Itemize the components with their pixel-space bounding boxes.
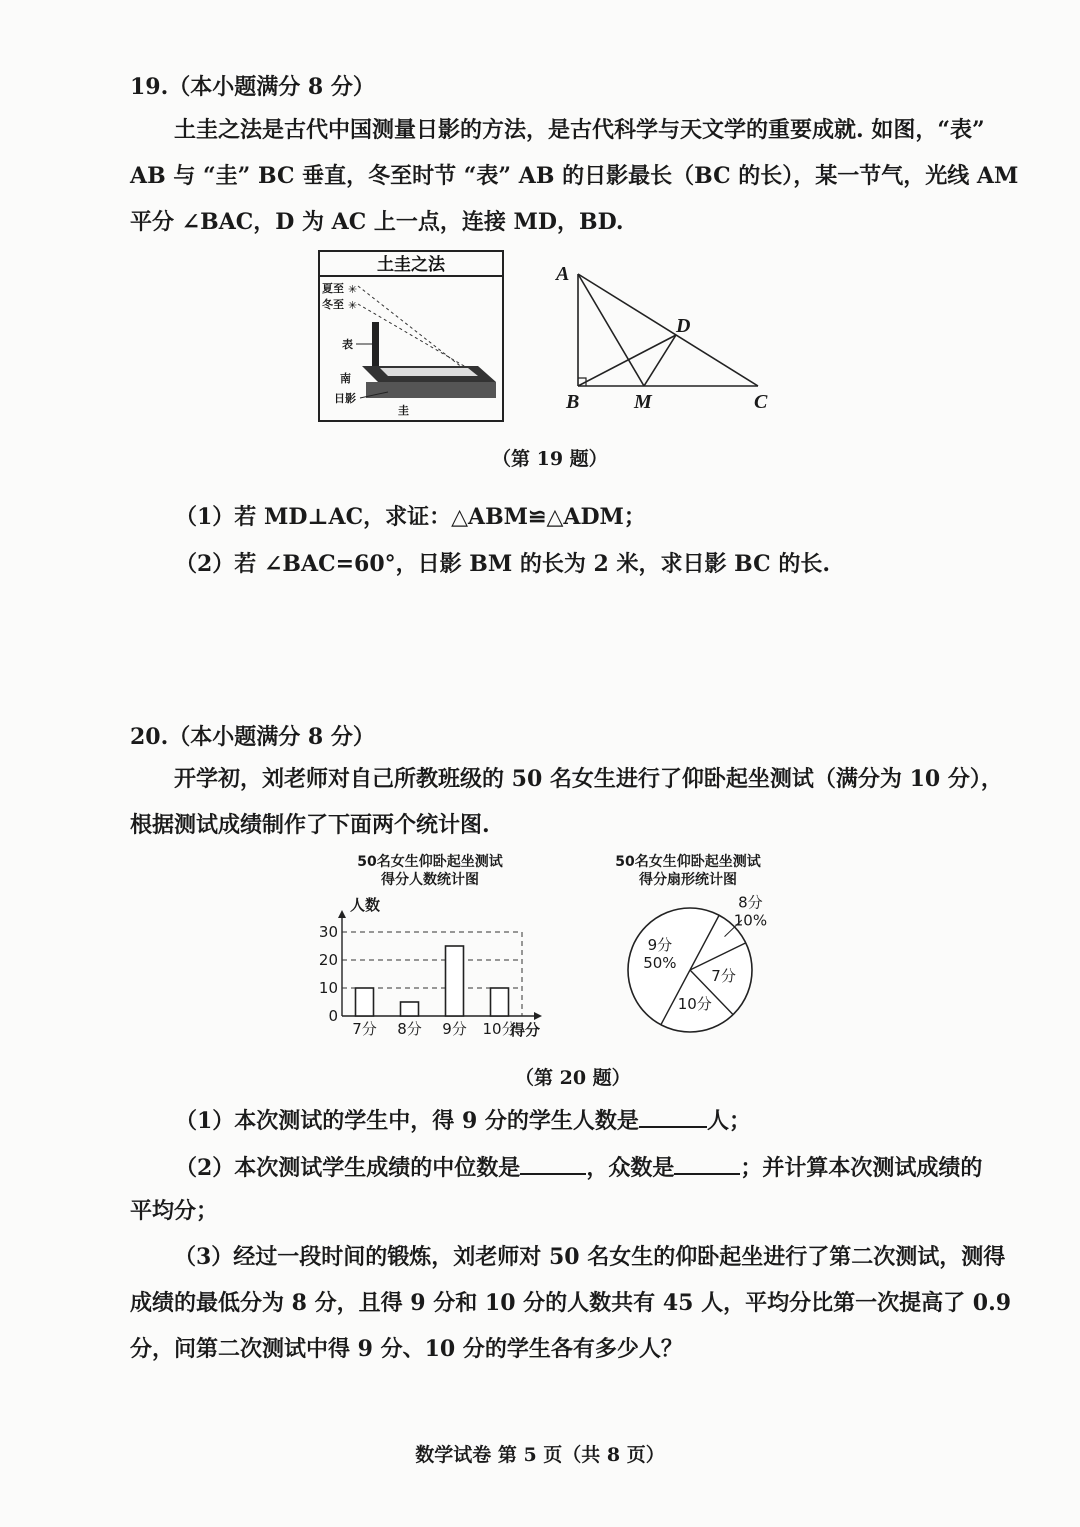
bar-y-tick-label: 0 [328,1007,338,1025]
pie-pct-8分: 10% [733,911,768,930]
pie-label-10分: 10分 [677,994,712,1013]
sun-icon-2: ✳ [348,299,358,312]
bar-y-tick-label: 30 [318,923,338,941]
pie-label-7分: 7分 [711,966,736,985]
answer-blank-median[interactable] [520,1153,586,1175]
q20-para-line1: 开学初，刘老师对自己所教班级的 50 名女生进行了仰卧起坐测试（满分为 10 分）， [174,766,1003,792]
point-d-label: D [676,315,691,337]
bar-y-arrow [338,910,346,918]
point-b-label: B [566,391,580,413]
q20-sub1 [175,1104,751,1135]
q19-para-line2: AB 与 “圭” BC 垂直，冬至时节 “表” AB 的日影最长（BC 的长），某一节气，光线 AM [130,163,1019,189]
bar-9分 [446,946,464,1016]
bar-x-tick-label: 9分 [442,1020,467,1038]
label-biao: 表 [342,338,353,351]
q20-sub1-unit: 人； [706,1108,751,1134]
label-summer: 夏至 [322,282,344,295]
q20-sub3-line2: 成绩的最低分为 8 分，且得 9 分和 10 分的人数共有 45 人，平均分比第一次提高了 0.9 [130,1290,1012,1316]
q20-caption: （第 20 题） [515,1067,631,1089]
pie-chart [590,852,790,1044]
q20-sub2-text-a: （2）本次测试学生成绩的中位数是 [175,1155,521,1181]
q19-sub1: （1）若 MD⊥AC，求证：△ABM≌△ADM； [175,504,646,530]
pie-label-9分: 9分 [647,935,673,954]
point-a-label: A [556,263,570,285]
q20-header: 20.（本小题满分 8 分） [130,724,375,750]
tugui-illustration [318,250,504,422]
q20-sub3-line3: 分，问第二次测试中得 9 分、10 分的学生各有多少人？ [130,1336,683,1362]
point-m-label: M [634,391,652,413]
bar-chart [310,852,560,1044]
sun-icon-1: ✳ [348,283,358,296]
q20-sub2-text-b: ，众数是 [586,1155,675,1181]
bar-ylabel: 人数 [350,896,381,914]
pie-chart-title: 50名女生仰卧起坐测试 [615,854,761,870]
answer-blank-mode[interactable] [674,1153,740,1175]
bar-x-tick-label: 8分 [397,1020,422,1038]
bar-8分 [401,1002,419,1016]
q19-header: 19.（本小题满分 8 分） [130,74,375,100]
point-c-label: C [754,391,768,413]
bar-x-tick-label: 7分 [352,1020,377,1038]
label-riying: 日影 [334,392,356,405]
bar-x-arrow [534,1012,542,1020]
bar-chart-title: 50名女生仰卧起坐测试 [357,854,503,870]
q20-sub2 [175,1151,982,1182]
q20-sub2-line2: 平均分； [130,1198,219,1224]
gnomon [372,322,379,366]
geometry-figure [550,258,780,418]
q19-sub2: （2）若 ∠BAC=60°，日影 BM 的长为 2 米，求日影 BC 的长. [175,551,831,577]
q20-para-line2: 根据测试成绩制作了下面两个统计图. [130,812,490,838]
q20-sub2-text-c: ；并计算本次测试成绩的 [740,1155,983,1181]
bar-10分 [491,988,509,1016]
label-winter: 冬至 [322,298,344,311]
q20-sub3-line1: （3）经过一段时间的锻炼，刘老师对 50 名女生的仰卧起坐进行了第二次测试，测得 [174,1244,1006,1270]
bar-x-tick-label: 10分 [482,1020,517,1038]
bar-y-tick-label: 10 [318,979,338,997]
q20-sub1-text: （1）本次测试的学生中，得 9 分的学生人数是 [175,1108,639,1134]
label-gui: 圭 [398,404,409,417]
label-nan: 南 [340,372,351,385]
bar-xlabel: 得分 [510,1021,541,1039]
answer-blank-1[interactable] [639,1106,707,1128]
bar-y-tick-label: 20 [318,951,338,969]
page-footer: 数学试卷 第 5 页（共 8 页） [415,1444,665,1466]
tugui-title: 土圭之法 [377,255,445,275]
q19-para-line3: 平分 ∠BAC，D 为 AC 上一点，连接 MD，BD. [130,209,624,235]
q19-para-line1: 土圭之法是古代中国测量日影的方法，是古代科学与天文学的重要成就. 如图，“表” [174,117,985,143]
pie-chart-subtitle: 得分扇形统计图 [639,872,737,888]
bar-chart-subtitle: 得分人数统计图 [381,872,479,888]
pie-label-8分: 8分 [738,893,763,912]
bar-7分 [356,988,374,1016]
pie-pct-9分: 50% [643,953,677,972]
q19-caption: （第 19 题） [492,448,608,470]
